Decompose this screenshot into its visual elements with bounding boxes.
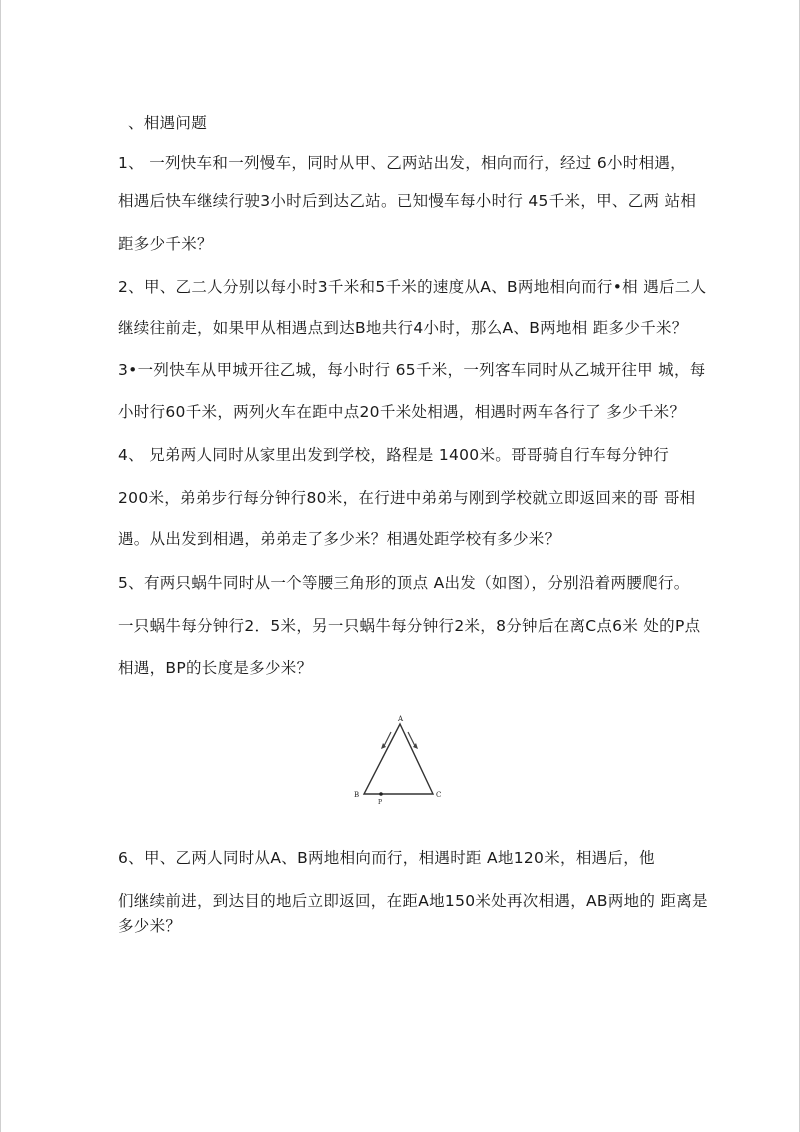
- problem-5-line-1: 5、有两只蜗牛同时从一个等腰三角形的顶点 A出发（如图），分别沿着两腰爬行。: [118, 574, 690, 592]
- problem-5-line-2: 一只蜗牛每分钟行2．5米，另一只蜗牛每分钟行2米，8分钟后在离C点6米 处的P点: [118, 617, 701, 635]
- point-p: [379, 792, 383, 796]
- label-b: B: [354, 791, 360, 799]
- problem-2-line-2: 继续往前走，如果甲从相遇点到达B地共行4小时，那么A、B两地相 距多少千米？: [118, 319, 688, 337]
- problem-4-line-1: 4、 兄弟两人同时从家里出发到学校，路程是 1400米。哥哥骑自行车每分钟行: [118, 446, 670, 464]
- problem-4-line-2: 200米，弟弟步行每分钟行80米，在行进中弟弟与刚到学校就立即返回来的哥 哥相: [118, 489, 696, 507]
- problem-3-line-1: 3•一列快车从甲城开往乙城，每小时行 65千米，一列客车同时从乙城开往甲 城，每: [118, 361, 706, 379]
- problem-4-line-3: 遇。从出发到相遇，弟弟走了多少米？相遇处距学校有多少米？: [118, 530, 561, 548]
- triangle-figure: [345, 712, 455, 808]
- problem-6-line-2: 们继续前进，到达目的地后立即返回，在距A地150米处再次相遇，AB两地的 距离是: [118, 892, 708, 910]
- problem-6-line-1: 6、甲、乙两人同时从A、B两地相向而行，相遇时距 A地120米，相遇后，他: [118, 849, 655, 867]
- section-heading: 、相遇问题: [128, 114, 208, 132]
- problem-2-line-1: 2、甲、乙二人分别以每小时3千米和5千米的速度从A、B两地相向而行•相 遇后二人: [118, 278, 707, 296]
- problem-6-line-3: 多少米？: [118, 917, 182, 935]
- label-c: C: [436, 791, 442, 799]
- isosceles-triangle: [364, 724, 433, 794]
- problem-1-line-2: 相遇后快车继续行驶3小时后到达乙站。已知慢车每小时行 45千米，甲、乙两 站相: [118, 192, 697, 210]
- problem-1-line-3: 距多少千米？: [118, 235, 213, 253]
- label-p: P: [378, 799, 383, 806]
- triangle-diagram: [345, 712, 455, 808]
- problem-1-line-1: 1、 一列快车和一列慢车，同时从甲、乙两站出发，相向而行，经过 6小时相遇，: [118, 154, 686, 172]
- page-edge-left: [0, 0, 1, 1132]
- problem-5-line-3: 相遇，BP的长度是多少米？: [118, 659, 313, 677]
- problem-3-line-2: 小时行60千米，两列火车在距中点20千米处相遇，相遇时两车各行了 多少千米？: [118, 403, 686, 421]
- label-a: A: [398, 715, 404, 723]
